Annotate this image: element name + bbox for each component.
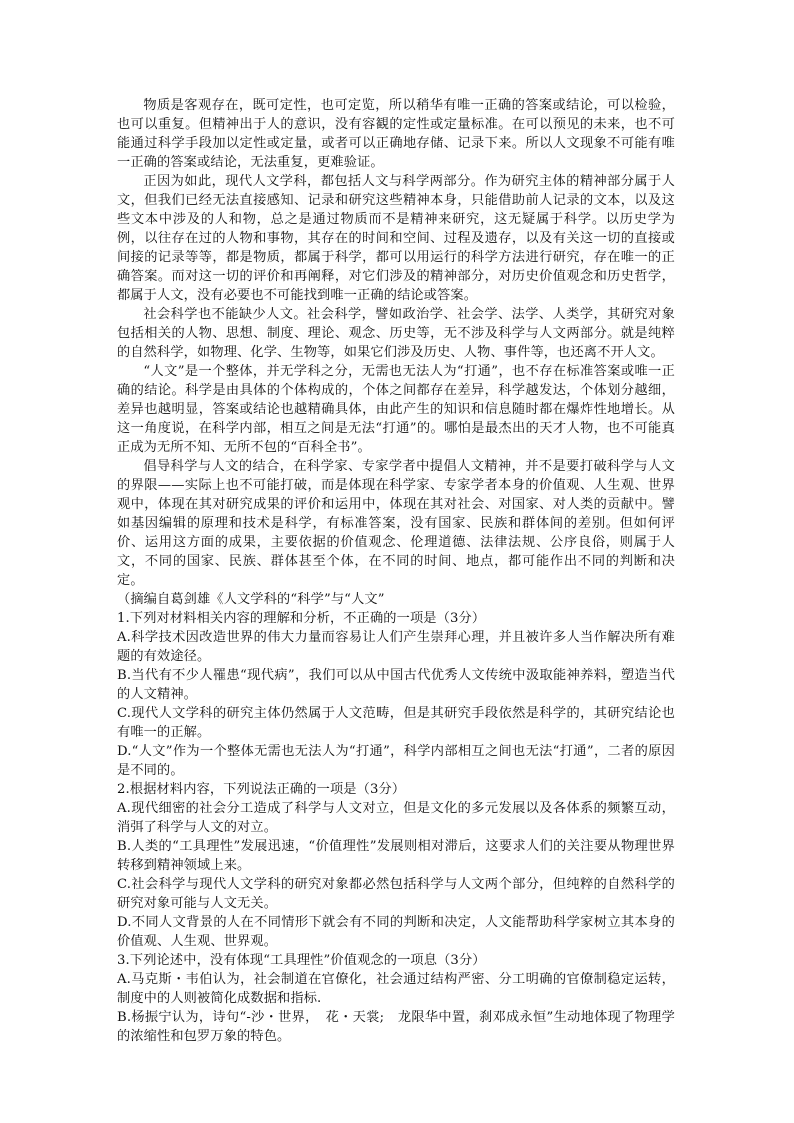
question-stem: 1.下列对材料相关内容的理解和分析，不正确的一项是（3分）: [117, 611, 486, 626]
option-a: A.现代细密的社会分工造成了科学与人文对立，但是文化的多元发展以及各体系的频繁互动，消弭了科学与人文的对立。: [117, 801, 675, 835]
option-c: C.社会科学与现代人文学科的研究对象都必然包括科学与人文两个部分，但纯粹的自然科学的研究对象可能与人文无关。: [117, 877, 675, 911]
paragraph-5: 倡导科学与人文的结合，在科学家、专家学者中提倡人文精神，并不是要打破科学与人文的界限——实际上也不可能打破，而是体现在科学家、专家学者本身的价值观、人生观、世界观中，体现在其对研究成果的评价和运用中，体现在其对社会、对国家、对人类的贡献中。譬如基因编辑的原理和技术是科学，有标准答案，没有国家、民族和群体间的差别。但如何评价、运用这方面的成果，主要依据的价值观念、伦理道德、法律法规、公序良俗，则属于人文，不同的国家、民族、群体甚至个体，在不同的时间、地点，都可能作出不同的判断和决定。: [117, 459, 675, 588]
option-d: D.不同人文背景的人在不同情形下就会有不同的判断和决定，人文能帮助科学家树立其本身的价值观、人生观、世界观。: [117, 915, 675, 949]
paragraph-3: 社会科学也不能缺少人文。社会科学，譬如政治学、社会学、法学、人类学，其研究对象包括相关的人物、思想、制度、理论、观念、历史等，无不涉及科学与人文两部分。就是纯粹的自然科学，如物理、化学、生物等，如果它们涉及历史、人物、事件等，也还离不开人文。: [117, 307, 675, 360]
question-3: [117, 951, 675, 1046]
paragraph-2: 正因为如此，现代人文学科，都包括人文与科学两部分。作为研究主体的精神部分属于人文，但我们已经无法直接感知、记录和研究这些精神本身，只能借助前人记录的文本，以及这些文本中涉及的人和物，总之是通过物质而不是精神来研究，这无疑属于科学。以历史学为例，以往存在过的人物和事物，其存在的时间和空间、过程及遗存，以及有关这一切的直接或间接的记录等等，都是物质，都属于科学，都可以用运行的科学方法进行研究，存在唯一的正确答案。而对这一切的评价和再阐释，对它们涉及的精神部分，对历史价值观念和历史哲学，都属于人文，没有必要也不可能找到唯一正确的结论或答案。: [117, 174, 675, 303]
question-2: [117, 780, 675, 951]
document-page: [117, 96, 675, 1046]
question-1: [117, 609, 675, 780]
question-stem: 3.下列论述中，没有体现“工具理性”价值观念的一项息（3分）: [117, 953, 486, 968]
option-a: A.科学技术因改造世界的伟大力量而容易让人们产生崇拜心理，并且被许多人当作解决所有难题的有效途径。: [117, 630, 675, 664]
option-b: B.杨振宁认为，诗句“-沙・世界， 花・天裳; 龙限华中置，刹邓成永恒”生动地体现了物理学的浓缩性和包罗万象的特色。: [117, 1010, 675, 1044]
option-b: B.人类的“工具理性”发展迅速，“价值理性”发展则相对滞后，这要求人们的关注要从物理世界转移到精神领域上来。: [117, 839, 675, 873]
paragraph-4: “人文”是一个整体，并无学科之分，无需也无法人为“打通”，也不存在标准答案或唯一正确的结论。科学是由具体的个体构成的，个体之间都存在差异，科学越发达，个体划分越细，差异也越明显，答案或结论也越精确具体，由此产生的知识和信息随时都在爆炸性地增长。从这一角度说，在科学内部，相互之间是无法“打通”的。哪怕是最杰出的天才人物，也不可能真正成为无所不知、无所不包的“百科全书”。: [117, 364, 675, 455]
option-b: B.当代有不少人罹患“现代病”，我们可以从中国古代优秀人文传统中汲取能神养料，塑造当代的人文精神。: [117, 668, 675, 702]
source-citation: （摘编自葛剑雄《人文学科的“科学”与“人文”: [117, 592, 385, 607]
option-a: A.马克斯・韦伯认为，社会制道在官僚化，社会通过结构严密、分工明确的官僚制稳定运转，制度中的人则被简化成数据和指标.: [117, 972, 675, 1006]
option-d: D.“人文”作为一个整体无需也无法人为“打通”，科学内部相互之间也无法“打通”，二者的原因是不同的。: [117, 744, 675, 778]
question-stem: 2.根据材料内容，下列说法正确的一项是（3分）: [117, 782, 406, 797]
option-c: C.现代人文学科的研究主体仍然属于人文范畴，但是其研究手段依然是科学的，其研究结论也有唯一的正解。: [117, 706, 675, 740]
paragraph-1: 物质是客观存在，既可定性，也可定览，所以稍华有唯一正确的答案或结论，可以检验，也可以重复。但精神出于人的意识，没有容観的定性或定量标准。在可以预见的未来，也不可能通过科学手段加以定性或定量，或者可以正确地存储、记录下来。所以人文现象不可能有唯一正确的答案或结论，无法重复，更难验证。: [117, 98, 675, 170]
